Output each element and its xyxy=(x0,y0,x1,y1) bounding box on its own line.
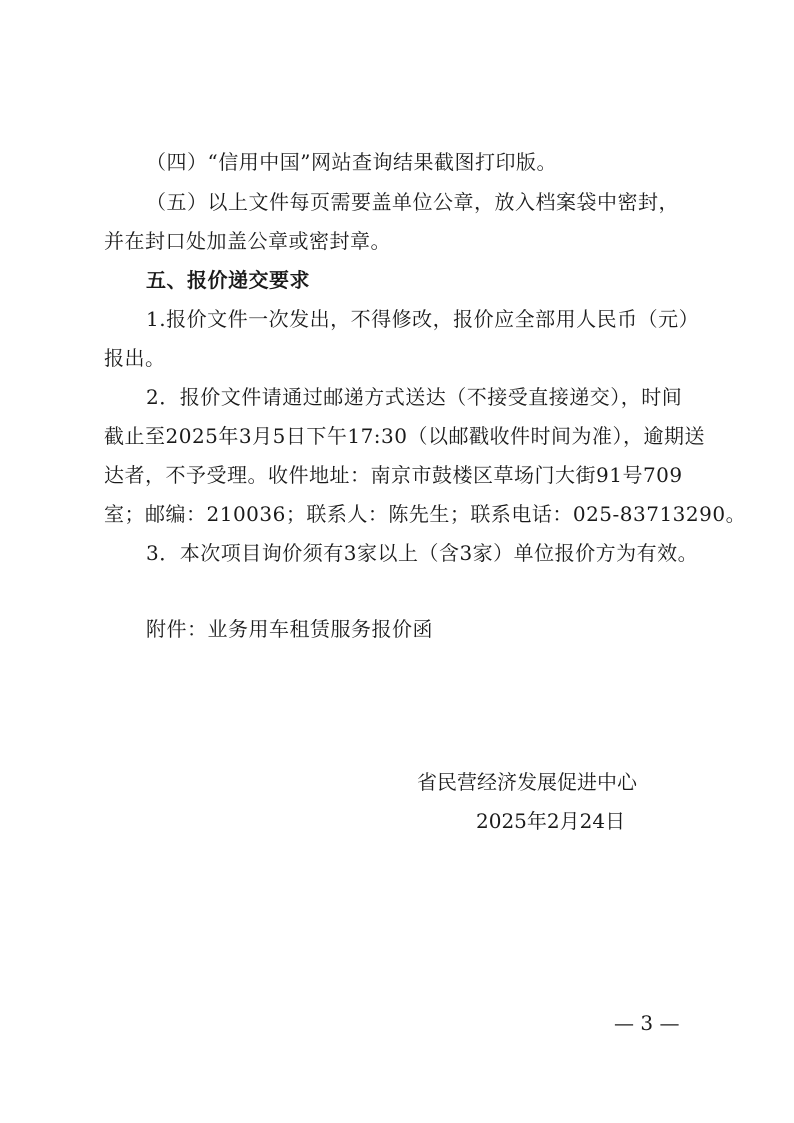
signature-organization: 省民营经济发展促进中心 xyxy=(417,770,637,794)
section-five-heading: 五、报价递交要求 xyxy=(146,268,310,292)
item-five-line2: 并在封口处加盖公章或密封章。 xyxy=(104,229,391,253)
requirement-2-line3: 达者，不予受理。收件地址：南京市鼓楼区草场门大街91号709 xyxy=(104,463,683,487)
item-four: （四）“信用中国”网站查询结果截图打印版。 xyxy=(146,150,557,174)
attachment-note: 附件：业务用车租赁服务报价函 xyxy=(146,617,433,641)
item-five-line1: （五）以上文件每页需要盖单位公章，放入档案袋中密封， xyxy=(146,190,679,214)
requirement-1-line1: 1.报价文件一次发出，不得修改，报价应全部用人民币（元） xyxy=(146,307,700,331)
requirement-2-line2: 截止至2025年3月5日下午17:30（以邮戳收件时间为准），逾期送 xyxy=(104,424,705,448)
requirement-2-line4: 室；邮编：210036；联系人：陈先生；联系电话：025-83713290。 xyxy=(104,502,747,526)
signature-date: 2025年2月24日 xyxy=(476,809,626,833)
requirement-3-line1: 3．本次项目询价须有3家以上（含3家）单位报价方为有效。 xyxy=(146,541,699,565)
page-number: — 3 — xyxy=(614,1011,680,1035)
requirement-1-line2: 报出。 xyxy=(104,346,166,370)
requirement-2-line1: 2．报价文件请通过邮递方式送达（不接受直接递交），时间 xyxy=(146,385,683,409)
